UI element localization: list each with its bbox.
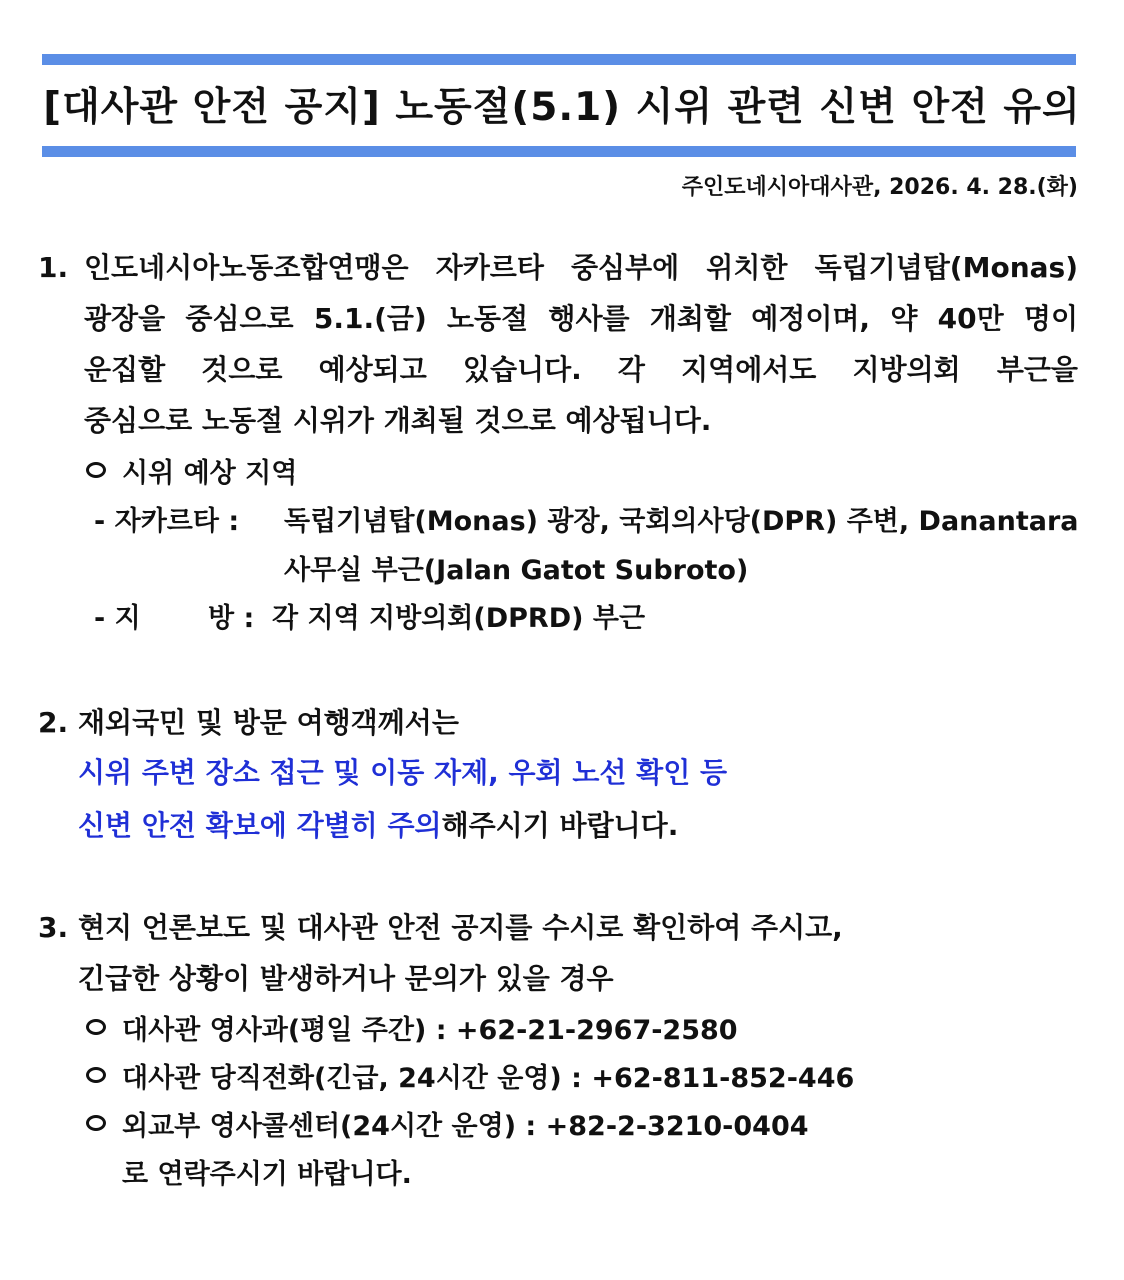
section-2-line-3	[78, 808, 678, 844]
area-heading	[86, 456, 297, 492]
jakarta-label: - 자카르타 :	[94, 506, 240, 537]
section-1-line-1: 인도네시아노동조합연맹은 자카르타 중심부에 위치한 독립기념탑(Monas)	[84, 251, 1078, 284]
region-text: 각 지역 지방의회(DPRD) 부근	[272, 603, 646, 634]
contact-consular-text: 대사관 영사과(평일 주간) : +62-21-2967-2580	[122, 1015, 738, 1046]
issuer-date: 주인도네시아대사관, 2026. 4. 28.(화)	[681, 175, 1078, 200]
section-1-line-3: 운집할 것으로 예상되고 있습니다. 각 지역에서도 지방의회 부근을	[84, 353, 1078, 386]
circle-bullet-icon	[86, 1019, 106, 1035]
header-top-rule	[42, 54, 1076, 65]
section-2-number: 2.	[38, 706, 69, 739]
jakarta-text-line-1: 독립기념탑(Monas) 광장, 국회의사당(DPR) 주변, Danantara	[284, 506, 1079, 537]
contact-duty-phone	[86, 1061, 854, 1097]
contact-consular	[86, 1013, 738, 1049]
section-3-line-1: 현지 언론보도 및 대사관 안전 공지를 수시로 확인하여 주시고,	[78, 911, 843, 944]
contact-duty-phone-text: 대사관 당직전화(긴급, 24시간 운영) : +62-811-852-446	[122, 1063, 855, 1094]
contact-call-center-text: 외교부 영사콜센터(24시간 운영) : +82-2-3210-0404	[122, 1111, 809, 1142]
section-1-number: 1.	[38, 251, 69, 284]
header-bottom-rule	[42, 146, 1076, 157]
section-2-line-3-rest: 해주시기 바랍니다.	[441, 809, 679, 842]
contact-closing: 로 연락주시기 바랍니다.	[122, 1159, 412, 1190]
region-label: 방 :	[208, 603, 255, 634]
region-dash-label: - 지	[94, 603, 141, 634]
jakarta-text-line-2: 사무실 부근(Jalan Gatot Subroto)	[284, 555, 749, 586]
circle-bullet-icon	[86, 1115, 106, 1131]
notice-title: [대사관 안전 공지] 노동절(5.1) 시위 관련 신변 안전 유의	[43, 85, 1081, 130]
section-2-line-2: 시위 주변 장소 접근 및 이동 자제, 우회 노선 확인 등	[78, 756, 728, 789]
circle-bullet-icon	[86, 462, 106, 478]
section-1-line-2: 광장을 중심으로 5.1.(금) 노동절 행사를 개최할 예정이며, 약 40만 명이	[84, 302, 1078, 335]
circle-bullet-icon	[86, 1067, 106, 1083]
section-3-number: 3.	[38, 911, 69, 944]
section-2-line-3-highlight: 신변 안전 확보에 각별히 주의	[78, 809, 442, 842]
section-3-line-2: 긴급한 상황이 발생하거나 문의가 있을 경우	[78, 962, 614, 995]
area-heading-text: 시위 예상 지역	[122, 458, 298, 489]
contact-call-center	[86, 1109, 809, 1145]
section-1-line-4: 중심으로 노동절 시위가 개최될 것으로 예상됩니다.	[84, 404, 712, 437]
section-2-line-1: 재외국민 및 방문 여행객께서는	[78, 706, 459, 739]
